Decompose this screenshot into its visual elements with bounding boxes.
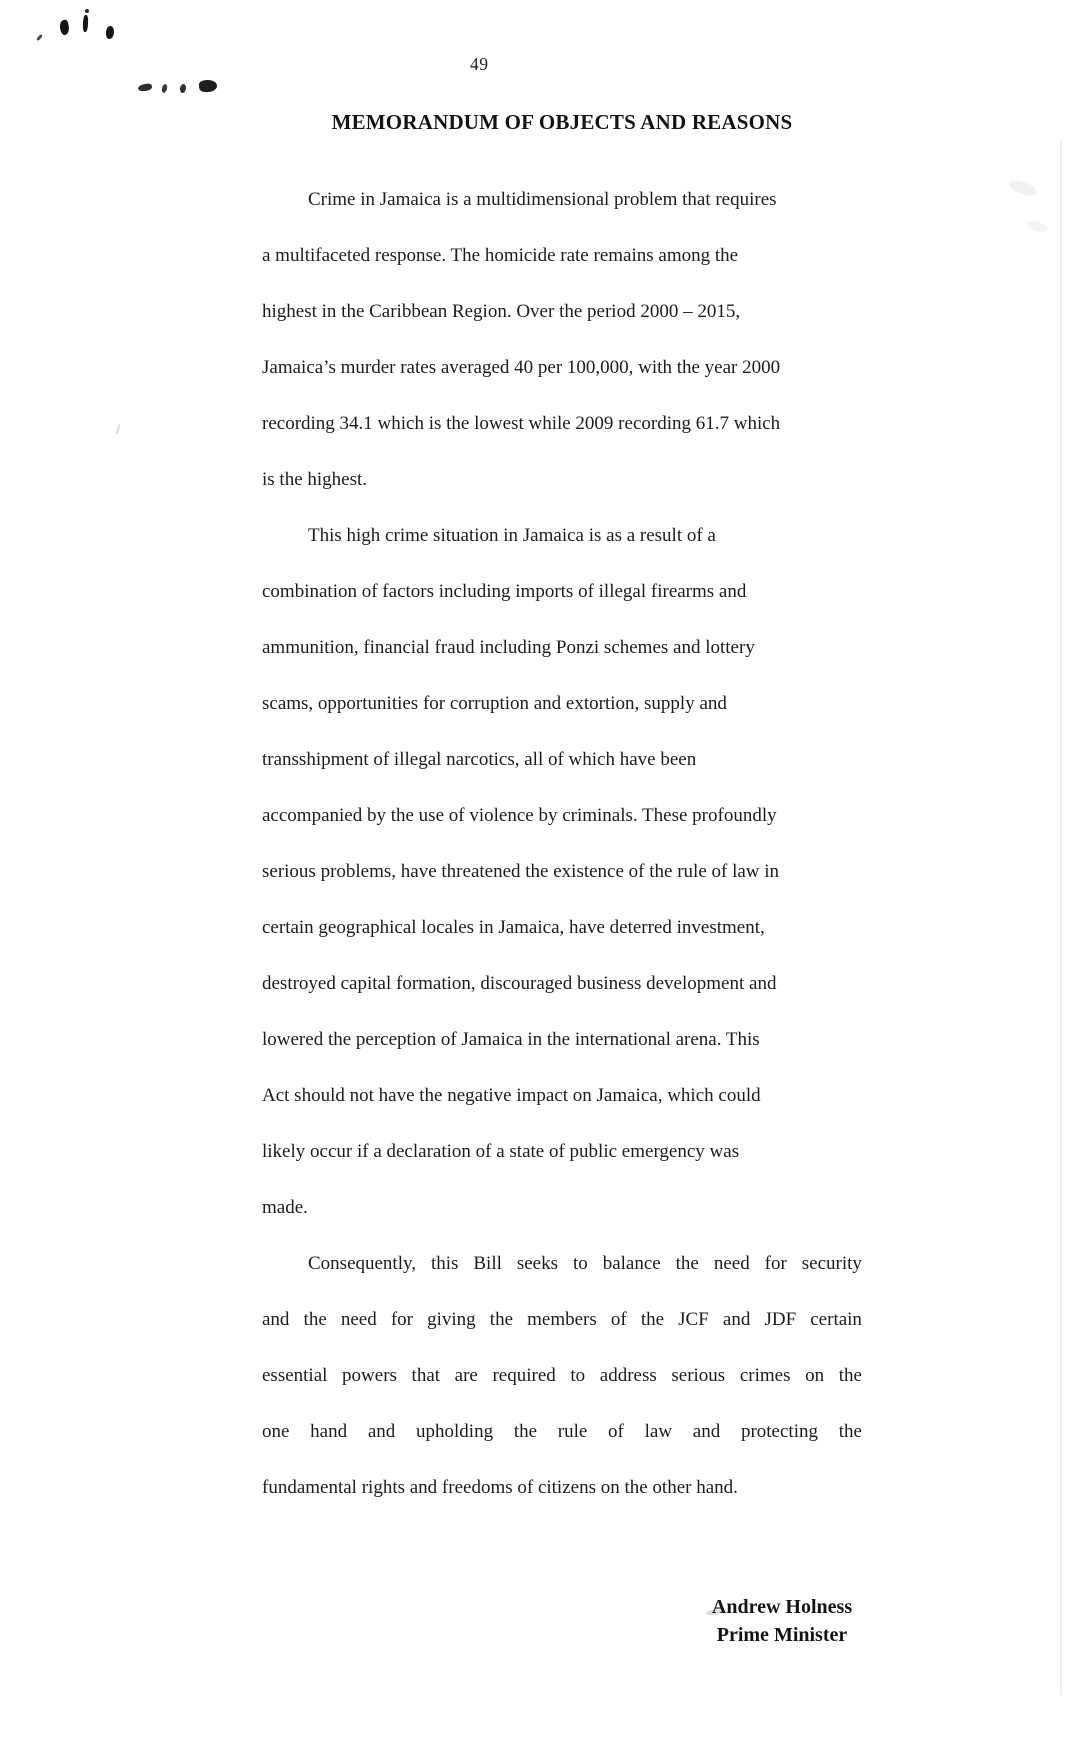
- signatory-title: Prime Minister: [716, 1623, 848, 1646]
- text-line: one hand and upholding the rule of law and protecting the: [262, 1421, 862, 1442]
- document-body: [262, 172, 862, 1516]
- text-line: Crime in Jamaica is a multidimensional problem that requires: [308, 189, 777, 210]
- text-line: Consequently, this Bill seeks to balance the need for security: [308, 1253, 862, 1274]
- paragraph: [262, 508, 862, 1236]
- text-line: fundamental rights and freedoms of citizens on the other hand.: [262, 1477, 738, 1498]
- scan-smudge: [1025, 219, 1049, 233]
- text-line: and the need for giving the members of the JCF and JDF certain: [262, 1309, 862, 1330]
- text-line: is the highest.: [262, 469, 368, 490]
- ink-mark: [59, 19, 71, 36]
- ink-mark: [36, 34, 43, 41]
- document-title: MEMORANDUM OF OBJECTS AND REASONS: [331, 110, 793, 134]
- text-line: made.: [262, 1197, 308, 1218]
- text-line: ammunition, financial fraud including Ponzi schemes and lottery: [262, 637, 755, 658]
- text-line: destroyed capital formation, discouraged business development and: [262, 973, 777, 994]
- text-line: likely occur if a declaration of a state of public emergency was: [262, 1141, 740, 1162]
- text-line: essential powers that are required to address serious crimes on the: [262, 1365, 862, 1386]
- text-line: combination of factors including imports of illegal firearms and: [262, 581, 747, 602]
- ink-mark: [83, 15, 89, 32]
- paragraph: [262, 172, 862, 508]
- text-line: recording 34.1 which is the lowest while 2009 recording 61.7 which: [262, 413, 781, 434]
- text-line: highest in the Caribbean Region. Over the period 2000 – 2015,: [262, 301, 741, 322]
- ink-mark: [179, 84, 186, 94]
- text-line: lowered the perception of Jamaica in the international arena. This: [262, 1029, 760, 1050]
- text-line: a multifaceted response. The homicide rate remains among the: [262, 245, 739, 266]
- ink-mark: [85, 9, 89, 13]
- text-line: scams, opportunities for corruption and extortion, supply and: [262, 693, 727, 714]
- text-line: certain geographical locales in Jamaica, have deterred investment,: [262, 917, 765, 938]
- text-line: This high crime situation in Jamaica is as a result of a: [308, 525, 716, 546]
- text-line: transshipment of illegal narcotics, all of which have been: [262, 749, 697, 770]
- ink-mark: [199, 79, 218, 92]
- text-line: Act should not have the negative impact on Jamaica, which could: [262, 1085, 761, 1106]
- scan-edge-line: [1060, 140, 1062, 1695]
- signatory-name: Andrew Holness: [711, 1596, 853, 1618]
- faint-scan-mark: [115, 424, 120, 435]
- page-number: 49: [470, 54, 489, 74]
- ink-mark: [138, 83, 153, 92]
- text-line: serious problems, have threatened the existence of the rule of law in: [262, 861, 780, 882]
- signature-block: [698, 1594, 866, 1649]
- paragraph: [262, 1236, 862, 1516]
- scan-smudge: [1007, 177, 1039, 199]
- ink-mark: [105, 26, 115, 40]
- ink-mark: [161, 84, 168, 94]
- text-line: accompanied by the use of violence by criminals. These profoundly: [262, 805, 777, 826]
- text-line: Jamaica’s murder rates averaged 40 per 100,000, with the year 2000: [262, 357, 781, 378]
